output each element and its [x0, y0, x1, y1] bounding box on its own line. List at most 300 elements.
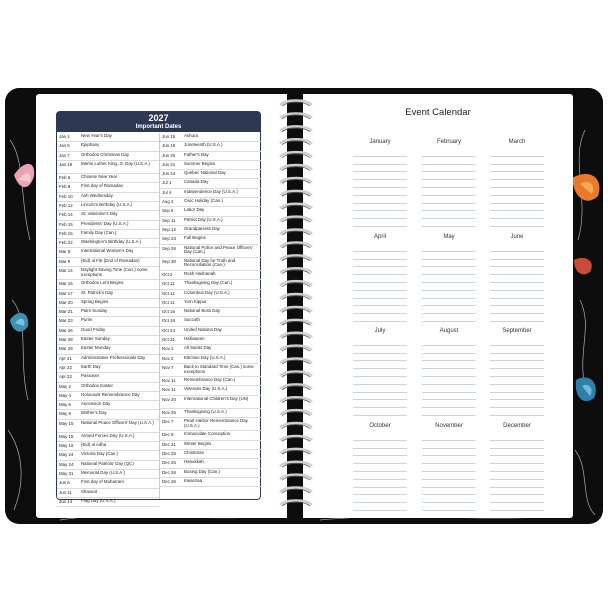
holiday-name: Shavuot	[81, 488, 98, 494]
holiday-row	[57, 239, 159, 248]
entry-line[interactable]	[490, 180, 544, 188]
entry-line[interactable]	[490, 291, 544, 299]
entry-line[interactable]	[490, 314, 544, 322]
entry-line[interactable]	[422, 456, 476, 464]
entry-line[interactable]	[422, 377, 476, 385]
entry-line[interactable]	[422, 306, 476, 314]
holiday-name: Rosh Hashanah	[184, 270, 216, 276]
holiday-name: Palm Sunday	[81, 308, 108, 314]
holiday-row	[160, 308, 261, 317]
entry-line[interactable]	[422, 219, 476, 227]
entry-line[interactable]	[422, 495, 476, 503]
month-block	[490, 234, 544, 322]
holiday-date: Apr 22	[59, 374, 72, 380]
holiday-row	[57, 383, 159, 392]
entry-line[interactable]	[490, 369, 544, 377]
holiday-row	[160, 258, 261, 271]
holiday-row	[160, 396, 261, 409]
holiday-name: Remembrance Day (Can.)	[184, 377, 236, 383]
entry-line[interactable]	[422, 449, 476, 457]
holiday-row	[57, 248, 159, 257]
entry-line[interactable]	[353, 354, 407, 362]
month-name: February	[436, 139, 461, 145]
entry-line[interactable]	[422, 503, 476, 511]
holiday-date: Nov 11	[162, 378, 176, 384]
entry-line[interactable]	[490, 393, 544, 401]
holiday-date: Jan 1	[59, 134, 70, 139]
holiday-row	[57, 221, 159, 230]
entry-line[interactable]	[422, 172, 476, 180]
entry-line[interactable]	[353, 275, 407, 283]
entry-line[interactable]	[422, 338, 476, 346]
entry-line[interactable]	[490, 157, 544, 165]
entry-line[interactable]	[422, 180, 476, 188]
entry-line[interactable]	[353, 165, 407, 173]
holiday-row	[57, 401, 159, 410]
holiday-date: Sep 23	[162, 236, 176, 242]
entry-line[interactable]	[422, 165, 476, 173]
event-calendar-title: Event Calendar	[405, 107, 471, 118]
holiday-row	[160, 377, 261, 386]
holiday-name: First day of Ramadan	[81, 183, 123, 189]
entry-line[interactable]	[353, 219, 407, 227]
entry-line[interactable]	[422, 433, 476, 441]
holiday-date: Jun 6	[59, 480, 70, 486]
holiday-name: Yom Kippur	[184, 298, 207, 304]
holiday-date: Mar 26	[59, 327, 73, 333]
holiday-name: National Day for Truth and Reconciliation (Can.)	[184, 257, 236, 268]
holiday-date: Jun 19	[162, 143, 176, 149]
holiday-date: May 31	[59, 471, 74, 477]
holiday-date: Mar 9	[59, 258, 71, 264]
holiday-row	[160, 235, 261, 244]
entry-line[interactable]	[490, 338, 544, 346]
holiday-date: Sep 6	[162, 208, 174, 214]
holiday-row	[160, 409, 261, 418]
holiday-date: Nov 20	[162, 396, 176, 402]
holiday-date: Dec 7	[162, 419, 174, 425]
holiday-name: Chinese New Year	[81, 174, 118, 180]
holiday-date: Dec 21	[162, 441, 176, 447]
entry-line[interactable]	[353, 361, 407, 369]
holiday-row	[57, 336, 159, 345]
holiday-name: Fall Begins	[184, 235, 206, 241]
holiday-row	[160, 271, 261, 280]
entry-line[interactable]	[422, 361, 476, 369]
holiday-row	[57, 267, 159, 280]
holiday-name: Passover	[81, 373, 100, 379]
entry-line[interactable]	[490, 464, 544, 472]
entry-line[interactable]	[490, 456, 544, 464]
entry-line[interactable]	[353, 196, 407, 204]
entry-line[interactable]	[490, 346, 544, 354]
entry-line[interactable]	[353, 488, 407, 496]
entry-line[interactable]	[353, 299, 407, 307]
holiday-name: Labor Day	[184, 207, 205, 213]
entry-line[interactable]	[490, 196, 544, 204]
entry-line[interactable]	[353, 441, 407, 449]
entry-line[interactable]	[422, 204, 476, 212]
entry-line[interactable]	[353, 204, 407, 212]
holiday-date: Oct 16	[162, 318, 175, 324]
holiday-row	[57, 451, 159, 460]
entry-line[interactable]	[490, 299, 544, 307]
holiday-row	[57, 161, 159, 174]
holiday-name: Administrative Professionals Day	[81, 354, 146, 360]
holiday-name: Patriot Day (U.S.A.)	[184, 216, 223, 222]
entry-line[interactable]	[353, 480, 407, 488]
entry-line[interactable]	[353, 433, 407, 441]
holiday-name: Spring Begins	[81, 298, 109, 304]
holiday-date: Feb 8	[59, 184, 71, 190]
holiday-date: Nov 7	[162, 364, 174, 370]
entry-line[interactable]	[490, 408, 544, 416]
holiday-name: Victoria Day (Can.)	[81, 451, 119, 457]
entry-line[interactable]	[490, 204, 544, 212]
month-block	[490, 139, 544, 227]
holiday-name: National Boss Day	[184, 308, 221, 314]
entry-line[interactable]	[353, 188, 407, 196]
entry-line[interactable]	[353, 306, 407, 314]
holiday-name: Pearl Harbor Remembrance Day (U.S.A.)	[184, 418, 248, 428]
holiday-name: Quebec National Day	[184, 170, 226, 176]
entry-line[interactable]	[422, 369, 476, 377]
holiday-row	[160, 431, 261, 440]
entry-line[interactable]	[353, 400, 407, 408]
holiday-date: Oct 31	[162, 337, 175, 343]
holiday-date: Apr 21	[59, 355, 72, 361]
holiday-name: Purim	[81, 317, 93, 323]
entry-line[interactable]	[422, 291, 476, 299]
holiday-row	[160, 198, 261, 207]
entry-line[interactable]	[422, 480, 476, 488]
entry-line[interactable]	[353, 456, 407, 464]
holiday-row	[160, 450, 261, 459]
holiday-date: Jun 11	[59, 489, 72, 495]
holiday-name: United Nations Day	[184, 326, 222, 332]
entry-line[interactable]	[422, 196, 476, 204]
holiday-row	[160, 133, 261, 142]
entry-line[interactable]	[353, 267, 407, 275]
holiday-row	[57, 327, 159, 336]
holiday-date: Oct 11	[162, 281, 175, 287]
holiday-row	[57, 392, 159, 401]
month-block	[353, 423, 407, 511]
holiday-name: Ascension Day	[81, 401, 111, 407]
entry-line[interactable]	[353, 385, 407, 393]
entry-line[interactable]	[353, 464, 407, 472]
holiday-row	[57, 489, 159, 498]
entry-line[interactable]	[422, 400, 476, 408]
month-block	[422, 234, 476, 322]
entry-line[interactable]	[490, 172, 544, 180]
month-name: August	[439, 328, 459, 334]
holiday-row	[160, 355, 261, 364]
holiday-name: Columbus Day (U.S.A.)	[184, 289, 230, 295]
month-name: December	[503, 423, 531, 429]
month-block	[422, 139, 476, 227]
holiday-row	[57, 142, 159, 151]
entry-line[interactable]	[422, 488, 476, 496]
holiday-name: Orthodox Christmas Day	[81, 151, 130, 157]
entry-line[interactable]	[422, 299, 476, 307]
holiday-date: Jan 18	[59, 161, 73, 167]
holiday-name: Halloween	[184, 336, 205, 342]
entry-line[interactable]	[353, 338, 407, 346]
holiday-date: May 15	[59, 433, 74, 439]
holiday-name: Martin Luther King, Jr. Day (U.S.A.)	[81, 160, 150, 166]
entry-line[interactable]	[422, 346, 476, 354]
entry-line[interactable]	[490, 361, 544, 369]
holiday-row	[160, 170, 261, 179]
entry-line[interactable]	[422, 188, 476, 196]
entry-line[interactable]	[422, 354, 476, 362]
month-block	[353, 328, 407, 416]
holiday-row	[57, 479, 159, 488]
entry-line[interactable]	[422, 260, 476, 268]
holiday-row	[57, 442, 159, 451]
entry-line[interactable]	[422, 385, 476, 393]
holiday-row	[57, 345, 159, 354]
entry-line[interactable]	[353, 283, 407, 291]
entry-line[interactable]	[422, 252, 476, 260]
holiday-date: Sep 12	[162, 226, 176, 232]
holiday-date: Mar 8	[59, 249, 71, 255]
holiday-name: Grandparents Day	[184, 225, 220, 231]
holiday-name: National Police and Peace Officers' Day (Can.)	[184, 244, 253, 255]
dates-column-left	[57, 133, 159, 507]
holiday-name: (Eid) al Adha	[81, 442, 107, 448]
holiday-date: Dec 26	[162, 469, 176, 475]
holiday-row	[57, 433, 159, 442]
holiday-name: Thanksgiving Day (Can.)	[184, 280, 233, 286]
entry-line[interactable]	[353, 314, 407, 322]
holiday-name: First day of Muharram	[81, 479, 124, 485]
holiday-row	[160, 299, 261, 308]
holiday-date: Mar 21	[59, 309, 73, 315]
holiday-date: Mar 20	[59, 299, 73, 305]
holiday-name: Ash Wednesday	[81, 192, 113, 198]
month-name: September	[502, 328, 532, 334]
holiday-date: Dec 25	[162, 450, 176, 456]
entry-line[interactable]	[490, 503, 544, 511]
holiday-name: Mother's Day	[81, 410, 107, 416]
month-block	[490, 328, 544, 416]
entry-line[interactable]	[353, 408, 407, 416]
entry-line[interactable]	[490, 441, 544, 449]
holiday-date: Jul 1	[162, 180, 172, 186]
month-name: May	[443, 234, 455, 240]
holiday-name: Memorial Day (U.S.A.)	[81, 470, 125, 476]
holiday-date: Sep 26	[162, 245, 176, 251]
entry-line[interactable]	[353, 252, 407, 260]
entry-line[interactable]	[490, 354, 544, 362]
entry-line[interactable]	[490, 149, 544, 157]
holiday-name: National Patriots' Day (QC)	[81, 460, 134, 466]
entry-line[interactable]	[490, 275, 544, 283]
holiday-date: May 15	[59, 420, 74, 426]
holiday-name: International Women's Day	[81, 248, 134, 254]
holiday-date: Feb 15	[59, 221, 73, 227]
holiday-name: St. Patrick's Day	[81, 289, 114, 295]
holiday-date: Feb 12	[59, 202, 73, 208]
entry-line[interactable]	[422, 283, 476, 291]
holiday-row	[160, 386, 261, 395]
month-block	[353, 234, 407, 322]
holiday-date: Mar 29	[59, 346, 73, 352]
holiday-row	[160, 207, 261, 216]
holiday-name: Father's Day	[184, 151, 209, 157]
holiday-row	[57, 470, 159, 479]
holiday-date: Apr 22	[59, 364, 72, 370]
holiday-row	[160, 226, 261, 235]
entry-line[interactable]	[490, 495, 544, 503]
holiday-row	[57, 183, 159, 192]
holiday-row	[57, 193, 159, 202]
entry-line[interactable]	[490, 188, 544, 196]
entry-line[interactable]	[353, 211, 407, 219]
holiday-date: Jul 4	[162, 189, 172, 195]
holiday-name: Easter Sunday	[81, 336, 110, 342]
entry-line[interactable]	[490, 488, 544, 496]
entry-line[interactable]	[490, 377, 544, 385]
entry-line[interactable]	[422, 408, 476, 416]
entry-line[interactable]	[490, 244, 544, 252]
holiday-name: Immaculate Conception	[184, 431, 231, 437]
holiday-row	[57, 290, 159, 299]
entry-line[interactable]	[353, 393, 407, 401]
holiday-date: Feb 15	[59, 230, 73, 236]
entry-line[interactable]	[422, 464, 476, 472]
entry-line[interactable]	[353, 503, 407, 511]
entry-line[interactable]	[353, 449, 407, 457]
holiday-date: Feb 14	[59, 212, 73, 218]
entry-line[interactable]	[490, 400, 544, 408]
entry-line[interactable]	[490, 433, 544, 441]
holiday-row	[160, 469, 261, 478]
holiday-date: Mar 23	[59, 318, 73, 324]
month-name: October	[369, 423, 391, 429]
holiday-date: May 24	[59, 461, 74, 467]
holiday-date: Jan 7	[59, 152, 70, 158]
holiday-row	[160, 364, 261, 377]
holiday-date: Nov 25	[162, 409, 176, 415]
holiday-row	[160, 327, 261, 336]
entry-line[interactable]	[490, 472, 544, 480]
month-block	[490, 423, 544, 511]
holiday-date: May 2	[59, 383, 71, 389]
entry-line[interactable]	[490, 260, 544, 268]
holiday-name: Washington's Birthday (U.S.A.)	[81, 239, 142, 245]
holiday-date: May 24	[59, 452, 74, 458]
holiday-row	[160, 441, 261, 450]
entry-line[interactable]	[490, 385, 544, 393]
entry-line[interactable]	[353, 346, 407, 354]
entry-line[interactable]	[422, 472, 476, 480]
holiday-name: Presidents' Day (U.S.A.)	[81, 220, 129, 226]
month-name: July	[374, 328, 386, 334]
holiday-row	[57, 498, 159, 507]
holiday-row	[57, 152, 159, 161]
holiday-name: International Children's Day (UN)	[184, 395, 249, 401]
entry-line[interactable]	[353, 172, 407, 180]
entry-line[interactable]	[422, 314, 476, 322]
holiday-name: Back to Standard Time (Can.) some exceptions	[184, 363, 254, 374]
month-name: March	[508, 139, 526, 145]
entry-line[interactable]	[353, 369, 407, 377]
holiday-date: Jun 21	[162, 161, 176, 167]
entry-line[interactable]	[353, 291, 407, 299]
holiday-row	[57, 230, 159, 239]
holiday-name: Flag Day (U.S.A.)	[81, 497, 116, 503]
entry-line[interactable]	[353, 495, 407, 503]
holiday-name: Christmas	[184, 449, 204, 455]
holiday-name: Independence Day (U.S.A.)	[184, 188, 238, 194]
entry-line[interactable]	[353, 260, 407, 268]
entry-line[interactable]	[353, 377, 407, 385]
holiday-row	[57, 317, 159, 326]
entry-line[interactable]	[353, 180, 407, 188]
entry-line[interactable]	[353, 149, 407, 157]
entry-line[interactable]	[490, 252, 544, 260]
entry-line[interactable]	[490, 267, 544, 275]
entry-line[interactable]	[490, 480, 544, 488]
entry-line[interactable]	[490, 165, 544, 173]
holiday-row	[160, 336, 261, 345]
holiday-name: National Peace Officers' Day (U.S.A.)	[81, 419, 154, 425]
entry-line[interactable]	[353, 472, 407, 480]
entry-line[interactable]	[422, 441, 476, 449]
holiday-row	[57, 420, 159, 433]
holiday-row	[57, 258, 159, 267]
holiday-row	[160, 245, 261, 258]
holiday-row	[57, 280, 159, 289]
holiday-name: Ashura	[184, 133, 198, 138]
entry-line[interactable]	[422, 275, 476, 283]
entry-line[interactable]	[422, 157, 476, 165]
holiday-date: Feb 6	[59, 175, 71, 181]
spiral-binding	[276, 96, 316, 516]
entry-line[interactable]	[422, 267, 476, 275]
entry-line[interactable]	[490, 219, 544, 227]
holiday-name: New Year's Day	[81, 133, 112, 138]
holiday-date: Sep 30	[162, 258, 176, 264]
entry-line[interactable]	[490, 211, 544, 219]
entry-line[interactable]	[490, 283, 544, 291]
entry-line[interactable]	[490, 306, 544, 314]
holiday-name: Juneteenth (U.S.A.)	[184, 142, 223, 148]
holiday-date: Mar 28	[59, 337, 73, 343]
holiday-row	[160, 189, 261, 198]
entry-line[interactable]	[422, 393, 476, 401]
entry-line[interactable]	[353, 244, 407, 252]
holiday-date: Dec 25	[162, 460, 176, 466]
holiday-name: Good Friday	[81, 326, 106, 332]
holiday-date: Dec 8	[162, 432, 174, 438]
holiday-row	[160, 478, 261, 487]
holiday-date: May 9	[59, 411, 71, 417]
entry-line[interactable]	[422, 149, 476, 157]
holiday-row	[57, 174, 159, 183]
holiday-date: May 4	[59, 392, 71, 398]
holiday-name: Orthodox Easter	[81, 382, 113, 388]
entry-line[interactable]	[490, 449, 544, 457]
month-name: April	[373, 234, 386, 240]
entry-line[interactable]	[422, 244, 476, 252]
entry-line[interactable]	[422, 211, 476, 219]
entry-line[interactable]	[353, 157, 407, 165]
holiday-row	[57, 364, 159, 373]
